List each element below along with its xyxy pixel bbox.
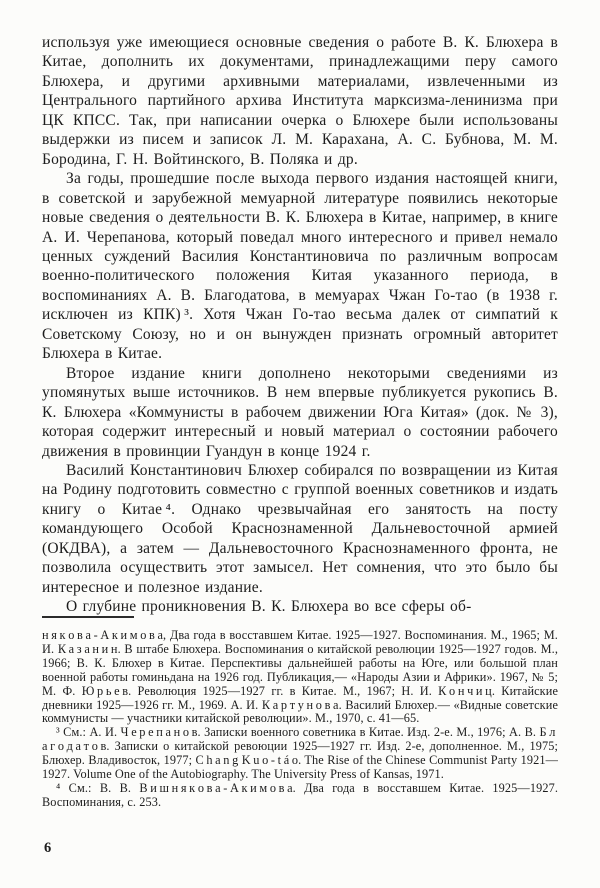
footnotes-block — [42, 629, 558, 835]
footnote-4: ⁴ См.: В. В. В и ш н я к о в а - А к и м о в а. Два года в восставшем Китае. 1925—1927. Воспоминания, с. 253. — [42, 780, 558, 809]
paragraph: За годы, прошедшие после выхода первого издания настоящей книги, в советской и зарубежной мемуарной литературе появились некоторые новые сведения о деятельности В. К. Блюхера в Китае, например, в книге А. И. Черепанова, который поведал много интересного и привел немало ценных суждений Василия Константиновича по различным вопросам военно-политического положения Китая указанного периода, в воспоминаниях А. В. Благодатова, в мемуарах Чжан Го-тао (в 1938 г. исключен из КПК) ³. Хотя Чжан Го-тао весьма далек от симпатий к Советскому Союзу, но и он вынужден признать огромный авторитет Блюхера в Китае. — [42, 170, 558, 363]
footnote-continuation: н я к о в а - А к и м о в а, Два года в восставшем Китае. 1925—1927. Воспоминания. М., 1965; М. И. К а з а н и н. В штабе Блюхера. Воспоминания о китайской революции 1925—1927 годов. М., 1966; В. К. Блюхер в Китае. Перспективы дальнейшей работы на Юге, или большой план военной работы гоминьдана на 1926 год. Публикация,— «Народы Азии и Африки». 1967, № 5; М. Ф. Ю р ь е в. Революция 1925—1927 гг. в Китае. М., 1967; Н. И. К о н ч и ц. Китайские дневники 1925—1926 гг. М., 1969. А. И. К а р т у н о в а. Василий Блюхер.— «Видные советские коммунисты — участники китайской революции». М., 1970, с. 41—65. — [42, 629, 558, 726]
footnote-3: ³ См.: А. И. Ч е р е п а н о в. Записки военного советника в Китае. Изд. 2-е. М., 1976; А. В. Б л а г о д а т о в. Записки о китайской ревоюции 1925—1927 гг. Изд. 2-е, дополненное. М., 1975; Блюхер. Владивосток, 1977; C h a n g K u o - t á o. The Rise of the Chinese Communist Party 1921—1927. Volume One of the Autobiography. The University Press of Kansas, 1971. — [42, 725, 558, 782]
footnote-separator — [42, 616, 134, 618]
paragraph: Второе издание книги дополнено некоторыми сведениями из упомянутых выше источников. В нем впервые публикуется рукопись В. К. Блюхера «Коммунисты в рабочем движении Юга Китая» (док. № 3), которая содержит интересный и новый материал о состоянии рабочего движения в провинции Гуандун в конце 1924 г. — [42, 364, 558, 460]
paragraph: Василий Константинович Блюхер собирался по возвращении из Китая на Родину подготовить совместно с группой военных советников и издать книгу о Китае ⁴. Однако чрезвычайная его занятость на посту командующего Особой Краснознаменной Дальневосточной армией (ОКДВА), а затем — Дальневосточного Краснознаменного фронта, не позволила осуществить этот замысел. Нет сомнения, что это было бы интересное и полезное издание. — [42, 461, 558, 596]
page-number: 6 — [44, 840, 52, 856]
main-text-block — [42, 33, 558, 617]
paragraph: О глубине проникновения В. К. Блюхера во все сферы об- — [66, 598, 472, 616]
paragraph-continuation: используя уже имеющиеся основные сведения о работе В. К. Блюхера в Китае, дополнить их документами, принадлежащими перу самого Блюхера, и другими архивными материалами, извлеченными из Центрального партийного архива Института марксизма-ленинизма при ЦК КПСС. Так, при написании очерка о Блюхере были использованы выдержки из писем и записок Л. М. Карахана, А. С. Бубнова, М. М. Бородина, Г. Н. Войтинского, В. Поляка и др. — [42, 34, 558, 168]
